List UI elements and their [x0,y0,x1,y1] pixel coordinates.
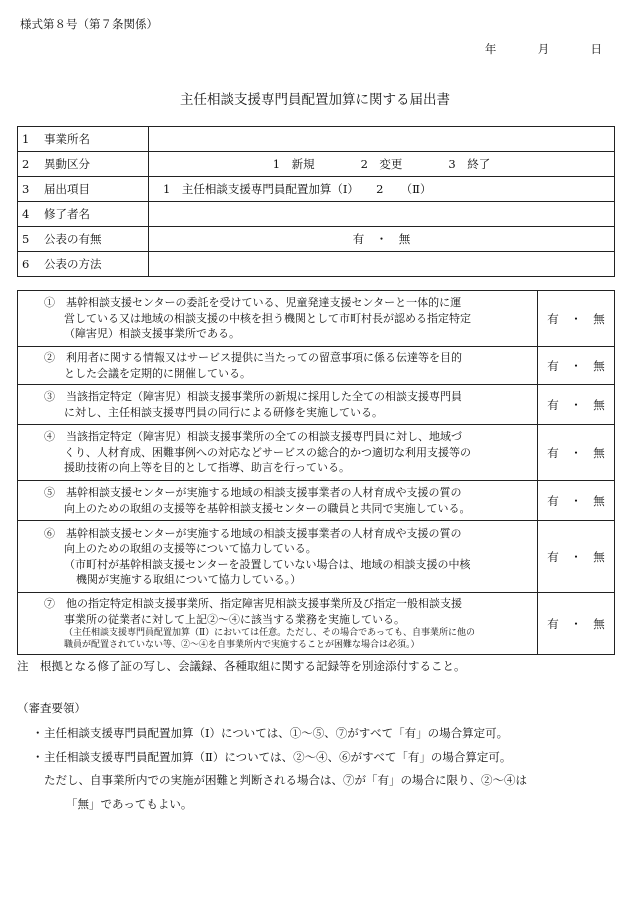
yes-no-selector[interactable]: 有 ・ 無 [538,385,615,425]
requirements-table [17,290,615,655]
yes-no-selector[interactable]: 有 ・ 無 [538,521,615,593]
office-name-field[interactable] [149,127,615,152]
row-label: 公表の有無 [44,232,102,246]
info-row-publication [18,227,615,252]
bullet: ・ [32,749,44,764]
date-fields [485,41,602,57]
yes-no-selector[interactable]: 有 ・ 無 [538,593,615,655]
row-number: 5 [22,232,30,246]
row-label: 届出項目 [44,182,90,196]
completer-name-field[interactable] [149,202,615,227]
requirement-row [18,425,615,481]
row-label: 公表の方法 [44,257,102,271]
review-item: ・主任相談支援専門員配置加算（Ⅱ）については、②～④、⑥がすべて「有」の場合算定可。 ただし、自事業所内での実施が困難と判断される場合は、⑦が「有」の場合に限り、②～④は 「無」であってもよい。 [32,746,527,817]
yes-no-selector[interactable]: 有 ・ 無 [538,481,615,521]
requirement-text: ⑦ 他の指定特定相談支援事業所、指定障害児相談支援事業所及び指定一般相談支援 事業所の従業者に対して上記②～④に該当する業務を実施している。 （主任相談支援専門員配置加算（Ⅱ）においては任意。ただし、その場合であっても、自事業所に他の 職員が配置されていない等、②～④を自事業所内で実施することが困難な場合は必須。） [18,593,538,655]
info-table [17,126,615,277]
bullet: ・ [32,726,44,740]
info-row-change-type [18,152,615,177]
requirement-text: ① 基幹相談支援センターの委託を受けている、児童発達支援センターと一体的に運 営している又は地域の相談支援の中核を担う機関として市町村長が認める指定特定 （障害児）相談支援事業所である。 [18,291,538,347]
requirement-row [18,347,615,385]
form-number: 様式第８号（第７条関係） [20,17,158,31]
requirement-row [18,593,615,655]
requirement-row [18,385,615,425]
row-label: 異動区分 [44,157,90,171]
row-number: 4 [22,207,30,221]
requirement-text: ③ 当該指定特定（障害児）相談支援事業所の新規に採用した全ての相談支援専門員 に対し、主任相談支援専門員の同行による研修を実施している。 [18,385,538,425]
requirement-text: ④ 当該指定特定（障害児）相談支援事業所の全ての相談支援専門員に対し、地域づ くり、人材育成、困難事例への対応などサービスの総合的かつ適切な利用支援等の 援助技術の向上等を目的として指導、助言を行っている。 [18,425,538,481]
info-row-publication-method [18,252,615,277]
row-label: 修了者名 [44,207,90,221]
requirement-text: ⑤ 基幹相談支援センターが実施する地域の相談支援事業者の人材育成や支援の質の 向上のための取組の支援等を基幹相談支援センターの職員と共同で実施している。 [18,481,538,521]
date-month: 月 [537,42,550,56]
row-number: 3 [22,182,30,196]
review-heading: （審査要領） [17,701,86,715]
row-number: 6 [22,257,30,271]
yes-no-selector[interactable]: 有 ・ 無 [538,425,615,481]
yes-no-selector[interactable]: 有 ・ 無 [538,347,615,385]
requirement-row [18,481,615,521]
row-number: 2 [22,157,30,171]
requirement-text: ⑥ 基幹相談支援センターが実施する地域の相談支援事業者の人材育成や支援の質の 向上のための取組の支援等について協力している。 （市町村が基幹相談支援センターを設置していない場合は、地域の相談支援の中核 機関が実施する取組について協力している。） [18,521,538,593]
row-label: 事業所名 [44,132,90,146]
change-type-options[interactable]: 1 新規 2 変更 3 終了 [149,152,615,177]
requirement-row [18,521,615,593]
info-row-completer-name [18,202,615,227]
info-row-notification-item [18,177,615,202]
date-day: 日 [590,42,602,56]
review-item: ・主任相談支援専門員配置加算（Ⅰ）については、①～⑤、⑦がすべて「有」の場合算定可。 [32,722,527,746]
info-row-office-name [18,127,615,152]
requirement-text: ② 利用者に関する情報又はサービス提供に当たっての留意事項に係る伝達等を目的 とした会議を定期的に開催している。 [18,347,538,385]
notification-item-options[interactable]: 1 主任相談支援専門員配置加算（Ⅰ） 2 （Ⅱ） [149,177,615,202]
yes-no-selector[interactable]: 有 ・ 無 [538,291,615,347]
review-list [32,722,527,816]
row-number: 1 [22,132,30,146]
publication-method-field[interactable] [149,252,615,277]
attachment-note: 注 根拠となる修了証の写し、会議録、各種取組に関する記録等を別途添付すること。 [17,659,466,673]
publication-options[interactable]: 有 ・ 無 [149,227,615,252]
document-title: 主任相談支援専門員配置加算に関する届出書 [180,92,450,108]
date-year: 年 [484,42,497,56]
requirement-row [18,291,615,347]
